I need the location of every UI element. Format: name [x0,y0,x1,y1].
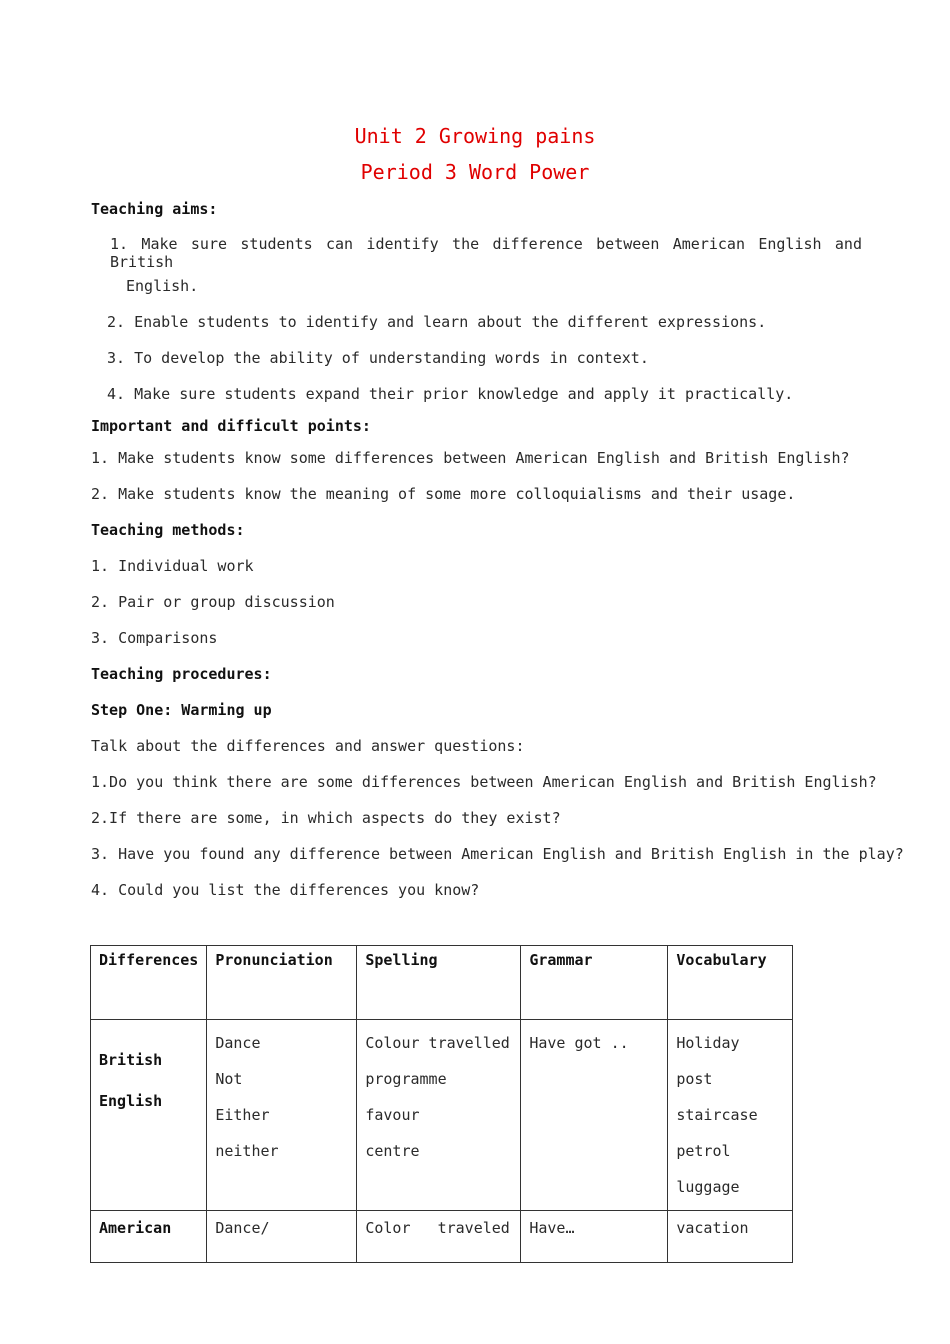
british-spelling-item: Colour travelled [365,1034,510,1052]
warming-up-intro: Talk about the differences and answer questions: [91,737,525,755]
teaching-aim-1-continued: English. [126,277,199,295]
teaching-aim-1: 1. Make sure students can identify the difference between American English and British [110,235,862,271]
teaching-aim-2: 2. Enable students to identify and learn about the different expressions. [107,313,767,331]
british-pronunciation-item: Either [215,1106,270,1124]
american-vocabulary-cell: vacation [668,1211,793,1263]
header-vocabulary: Vocabulary [668,946,793,1020]
british-pronunciation-item: Not [215,1070,243,1088]
important-point-2: 2. Make students know the meaning of some more colloquialisms and their usage. [91,485,796,503]
important-point-1: 1. Make students know some differences between American English and British English? [91,449,850,467]
british-pronunciation-item: neither [215,1142,279,1160]
title-line-1: Unit 2 Growing pains [354,124,596,148]
differences-table [90,945,793,1263]
header-differences: Differences [91,946,207,1020]
step-one-heading: Step One: Warming up [91,701,272,719]
british-grammar-cell [521,1020,668,1211]
american-spelling-cell: Color traveled [357,1211,521,1263]
header-grammar: Grammar [521,946,668,1020]
header-spelling: Spelling [357,946,521,1020]
british-vocabulary-item: luggage [676,1178,740,1196]
teaching-methods-heading: Teaching methods: [91,521,245,539]
american-label: American [91,1211,207,1263]
british-vocabulary-cell [668,1020,793,1211]
teaching-method-3: 3. Comparisons [91,629,218,647]
table-header-row [91,946,793,1020]
british-spelling-item: programme [365,1070,447,1088]
question-2: 2.If there are some, in which aspects do they exist? [91,809,561,827]
important-points-heading: Important and difficult points: [91,417,371,435]
british-english-label [91,1020,207,1211]
teaching-procedures-heading: Teaching procedures: [91,665,272,683]
header-pronunciation: Pronunciation [207,946,357,1020]
british-vocabulary-item: staircase [676,1106,758,1124]
british-vocabulary-item: petrol [676,1142,731,1160]
teaching-method-1: 1. Individual work [91,557,254,575]
teaching-aim-4: 4. Make sure students expand their prior knowledge and apply it practically. [107,385,794,403]
british-grammar-item: Have got .. [529,1034,629,1052]
british-vocabulary-item: Holiday post [676,1034,740,1088]
british-spelling-cell [357,1020,521,1211]
teaching-aim-3: 3. To develop the ability of understanding words in context. [107,349,649,367]
british-label-line-1: British [99,1051,163,1069]
british-pronunciation-cell [207,1020,357,1211]
british-pronunciation-item: Dance [215,1034,261,1052]
question-4: 4. Could you list the differences you know? [91,881,480,899]
american-grammar-cell: Have… [521,1211,668,1263]
question-1: 1.Do you think there are some differences between American English and British English? [91,773,877,791]
american-pronunciation-cell: Dance/ [207,1211,357,1263]
question-3: 3. Have you found any difference between American English and British English in the play? [91,845,904,863]
british-label-line-2: English [99,1092,163,1110]
table-row-american [91,1211,793,1263]
british-spelling-item: centre [365,1142,420,1160]
teaching-aims-heading: Teaching aims: [91,200,218,218]
british-spelling-item: favour [365,1106,420,1124]
title-line-2: Period 3 Word Power [360,160,590,184]
teaching-method-2: 2. Pair or group discussion [91,593,335,611]
table-row-british [91,1020,793,1211]
